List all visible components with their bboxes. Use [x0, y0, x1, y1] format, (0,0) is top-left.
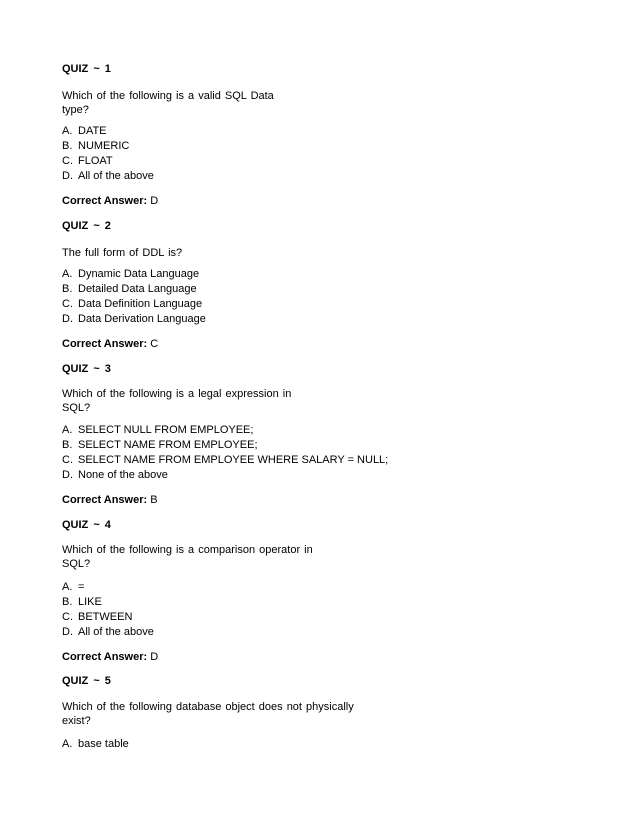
option-text: Data Definition Language: [78, 298, 203, 310]
option-text: SELECT NULL FROM EMPLOYEE;: [78, 424, 254, 436]
option-letter: C.: [62, 454, 73, 466]
quiz-2-title: QUIZ ~ 2: [62, 220, 111, 232]
option-letter: B.: [62, 596, 73, 608]
option-d: [62, 468, 388, 483]
quiz-2-correct-answer: [62, 337, 158, 351]
option-letter: D.: [62, 313, 73, 325]
correct-answer-value: D: [150, 651, 159, 663]
option-letter: C.: [62, 155, 73, 167]
option-text: base table: [78, 738, 129, 750]
option-text: DATE: [78, 125, 107, 137]
option-letter: C.: [62, 611, 73, 623]
option-text: FLOAT: [78, 155, 113, 167]
option-b: [62, 595, 154, 610]
option-letter: A.: [62, 125, 73, 137]
quiz-1-title: QUIZ ~ 1: [62, 63, 111, 75]
quiz-2-options: [62, 267, 206, 327]
correct-answer-label: Correct Answer:: [62, 494, 148, 506]
quiz-4-title: QUIZ ~ 4: [62, 519, 111, 531]
quiz-4-correct-answer: [62, 650, 158, 664]
option-letter: D.: [62, 626, 73, 638]
option-c: [62, 453, 388, 468]
correct-answer-value: B: [150, 494, 158, 506]
option-d: [62, 312, 206, 327]
option-text: SELECT NAME FROM EMPLOYEE;: [78, 439, 258, 451]
option-text: Dynamic Data Language: [78, 268, 200, 280]
option-d: [62, 625, 154, 640]
quiz-3-correct-answer: [62, 493, 158, 507]
option-b: [62, 139, 154, 154]
option-letter: A.: [62, 268, 73, 280]
option-b: [62, 282, 206, 297]
option-a: [62, 423, 388, 438]
option-letter: A.: [62, 581, 73, 593]
option-a: [62, 267, 206, 282]
quiz-1-options: [62, 124, 154, 184]
option-text: BETWEEN: [78, 611, 133, 623]
option-text: All of the above: [78, 626, 154, 638]
option-letter: A.: [62, 738, 73, 750]
option-letter: D.: [62, 469, 73, 481]
option-text: SELECT NAME FROM EMPLOYEE WHERE SALARY = NULL;: [78, 454, 389, 466]
quiz-3-options: [62, 423, 388, 483]
option-c: [62, 297, 206, 312]
quiz-1-question: Which of the following is a valid SQL Data type?: [62, 90, 274, 116]
option-letter: B.: [62, 140, 73, 152]
option-text: Detailed Data Language: [78, 283, 197, 295]
option-text: LIKE: [78, 596, 102, 608]
quiz-5-question: Which of the following database object does not physically exist?: [62, 701, 354, 727]
quiz-5-options: [62, 737, 129, 752]
option-a: [62, 580, 154, 595]
quiz-4-question: Which of the following is a comparison operator in SQL?: [62, 544, 313, 570]
option-d: [62, 169, 154, 184]
option-letter: B.: [62, 283, 73, 295]
correct-answer-label: Correct Answer:: [62, 338, 148, 350]
correct-answer-label: Correct Answer:: [62, 651, 148, 663]
option-b: [62, 438, 388, 453]
option-text: NUMERIC: [78, 140, 130, 152]
option-a: [62, 737, 129, 752]
option-text: Data Derivation Language: [78, 313, 206, 325]
quiz-4-options: [62, 580, 154, 640]
quiz-3-title: QUIZ ~ 3: [62, 363, 111, 375]
option-letter: C.: [62, 298, 73, 310]
option-letter: A.: [62, 424, 73, 436]
option-letter: B.: [62, 439, 73, 451]
option-c: [62, 154, 154, 169]
option-a: [62, 124, 154, 139]
option-letter: D.: [62, 170, 73, 182]
option-c: [62, 610, 154, 625]
correct-answer-value: D: [150, 195, 159, 207]
quiz-2-question: The full form of DDL is?: [62, 247, 183, 259]
correct-answer-value: C: [150, 338, 159, 350]
option-text: =: [78, 581, 85, 593]
correct-answer-label: Correct Answer:: [62, 195, 148, 207]
option-text: None of the above: [78, 469, 168, 481]
quiz-1-correct-answer: [62, 194, 158, 208]
option-text: All of the above: [78, 170, 154, 182]
quiz-5-title: QUIZ ~ 5: [62, 675, 111, 687]
quiz-3-question: Which of the following is a legal expression in SQL?: [62, 388, 292, 414]
